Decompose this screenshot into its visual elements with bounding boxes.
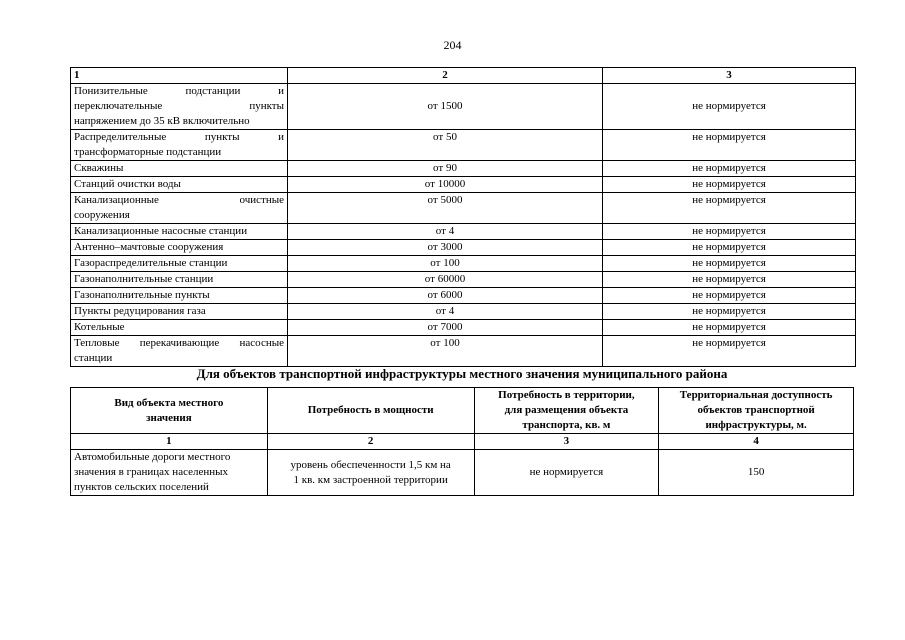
distance-cell: от 6000 <box>288 288 603 304</box>
object-name-cell <box>71 256 288 272</box>
norm-cell: не нормируется <box>603 177 856 193</box>
table-row <box>71 288 856 304</box>
transport-table-header-row <box>71 388 854 434</box>
cell-line: Газораспределительные станции <box>74 257 228 269</box>
object-name-cell <box>71 130 288 161</box>
cell-line: Автомобильные дороги местного <box>74 451 231 463</box>
norm-cell: не нормируется <box>603 130 856 161</box>
norm-cell: не нормируется <box>603 240 856 256</box>
object-name-cell <box>71 84 288 130</box>
header-line: объектов транспортной <box>697 404 815 416</box>
transport-header-accessibility <box>659 388 854 434</box>
page-number: 204 <box>443 38 462 52</box>
cell-line: Канализационные насосные станции <box>74 225 248 237</box>
utilities-table-body <box>71 68 856 367</box>
table-row <box>71 193 856 224</box>
section-title: Для объектов транспортной инфраструктуры местного значения муниципального района <box>196 366 728 381</box>
distance-cell: от 100 <box>288 256 603 272</box>
cell-line: сооружения <box>74 209 130 221</box>
object-name-cell <box>71 304 288 320</box>
header-col-1: 1 <box>71 68 288 84</box>
cell-line: Канализационные очистные <box>74 194 284 206</box>
distance-cell: от 50 <box>288 130 603 161</box>
territory-cell: не нормируется <box>474 450 659 496</box>
object-type-cell <box>71 450 268 496</box>
norm-cell: не нормируется <box>603 304 856 320</box>
distance-cell: от 5000 <box>288 193 603 224</box>
object-name-cell <box>71 272 288 288</box>
distance-cell: от 1500 <box>288 84 603 130</box>
object-name-cell <box>71 177 288 193</box>
cell-line: переключательные пункты <box>74 100 284 112</box>
transport-header-territory <box>474 388 659 434</box>
cell-line: напряжением до 35 кВ включительно <box>74 115 250 127</box>
header-line: Территориальная доступность <box>679 389 833 401</box>
cell-line: уровень обеспеченности 1,5 км на <box>290 458 451 471</box>
table-row <box>71 272 856 288</box>
distance-cell: от 60000 <box>288 272 603 288</box>
cell-line: 1 кв. км застроенной территории <box>293 473 448 486</box>
table-row <box>71 336 856 367</box>
column-number: 4 <box>659 434 854 450</box>
distance-cell: от 7000 <box>288 320 603 336</box>
header-col-2: 2 <box>288 68 603 84</box>
cell-line: Тепловые перекачивающие насосные <box>74 337 284 349</box>
table-row <box>71 161 856 177</box>
norm-cell: не нормируется <box>603 256 856 272</box>
object-name-cell <box>71 193 288 224</box>
table-row <box>71 84 856 130</box>
table-row <box>71 130 856 161</box>
header-col-3: 3 <box>603 68 856 84</box>
column-number: 2 <box>267 434 474 450</box>
table-row <box>71 256 856 272</box>
utilities-table-header-row <box>71 68 856 84</box>
cell-line: Пункты редуцирования газа <box>74 305 206 317</box>
cell-line: станции <box>74 352 113 364</box>
table-row <box>71 320 856 336</box>
header-line: инфраструктуры, м. <box>705 419 807 431</box>
object-name-cell <box>71 161 288 177</box>
capacity-cell <box>267 450 474 496</box>
distance-cell: от 100 <box>288 336 603 367</box>
table-row <box>71 450 854 496</box>
table-row <box>71 224 856 240</box>
distance-cell: от 4 <box>288 224 603 240</box>
cell-line: значения в границах населенных <box>74 466 229 478</box>
cell-line: трансформаторные подстанции <box>74 146 222 158</box>
norm-cell: не нормируется <box>603 288 856 304</box>
header-line: Потребность в территории, <box>498 389 635 401</box>
transport-table <box>70 387 854 496</box>
header-line: Потребность в мощности <box>307 404 434 416</box>
transport-header-type <box>71 388 268 434</box>
distance-cell: от 10000 <box>288 177 603 193</box>
cell-line: Газонаполнительные пункты <box>74 289 210 301</box>
accessibility-cell: 150 <box>659 450 854 496</box>
column-number: 3 <box>474 434 659 450</box>
norm-cell: не нормируется <box>603 272 856 288</box>
cell-line: Газонаполнительные станции <box>74 273 214 285</box>
object-name-cell <box>71 224 288 240</box>
norm-cell: не нормируется <box>603 161 856 177</box>
cell-line: Котельные <box>74 321 125 333</box>
cell-line: пунктов сельских поселений <box>74 481 209 493</box>
cell-line: Антенно–мачтовые сооружения <box>74 241 224 253</box>
object-name-cell <box>71 320 288 336</box>
table-row <box>71 240 856 256</box>
object-name-cell <box>71 336 288 367</box>
header-line: значения <box>146 411 192 424</box>
object-name-cell <box>71 288 288 304</box>
cell-line: Распределительные пункты и <box>74 131 284 143</box>
table-row <box>71 177 856 193</box>
transport-header-capacity <box>267 388 474 434</box>
cell-line: Понизительные подстанции и <box>74 85 284 97</box>
transport-table-number-row <box>71 434 854 450</box>
cell-line: Станций очистки воды <box>74 178 181 190</box>
norm-cell: не нормируется <box>603 320 856 336</box>
distance-cell: от 3000 <box>288 240 603 256</box>
norm-cell: не нормируется <box>603 224 856 240</box>
column-number: 1 <box>71 434 268 450</box>
norm-cell: не нормируется <box>603 336 856 367</box>
header-line: для размещения объекта <box>504 404 629 416</box>
header-line: транспорта, кв. м <box>522 419 611 431</box>
distance-cell: от 4 <box>288 304 603 320</box>
cell-line: Скважины <box>74 162 124 174</box>
distance-cell: от 90 <box>288 161 603 177</box>
header-line: Вид объекта местного <box>114 396 224 409</box>
norm-cell: не нормируется <box>603 84 856 130</box>
object-name-cell <box>71 240 288 256</box>
table-row <box>71 304 856 320</box>
norm-cell: не нормируется <box>603 193 856 224</box>
utilities-table <box>70 67 856 367</box>
